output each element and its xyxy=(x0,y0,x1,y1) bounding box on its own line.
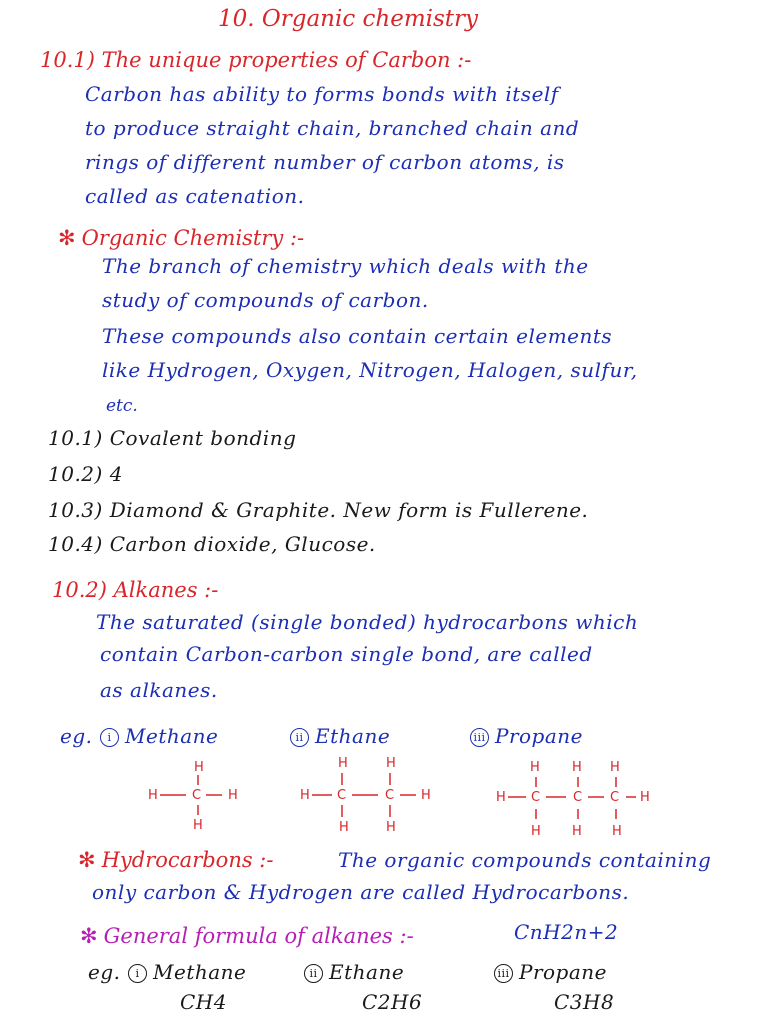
atom-c: C xyxy=(573,790,583,805)
atom-h: H xyxy=(194,760,204,775)
organic-chemistry-heading xyxy=(58,228,304,249)
example-propane-label: Propane xyxy=(495,724,584,748)
formula-propane xyxy=(494,962,607,983)
roman-numeral-badge: i xyxy=(128,964,147,983)
organic-line-1: The branch of chemistry which deals with the xyxy=(102,254,589,278)
structural-formulas xyxy=(0,755,768,855)
example-propane xyxy=(470,726,583,747)
atom-h: H xyxy=(530,760,540,775)
propane-structure xyxy=(496,760,650,839)
atom-h: H xyxy=(300,788,310,803)
alkanes-line-1: The saturated (single bonded) hydrocarbons which xyxy=(96,610,639,634)
alkanes-line-3: as alkanes. xyxy=(100,678,218,702)
methane-structure xyxy=(148,760,238,833)
answer-10-2: 10.2) 4 xyxy=(48,462,123,486)
catenation-line-2: to produce straight chain, branched chain and xyxy=(85,116,580,140)
atom-h: H xyxy=(339,820,349,835)
formula-ch4: CH4 xyxy=(180,990,227,1014)
roman-numeral-badge: i xyxy=(100,728,119,747)
alkanes-line-2: contain Carbon-carbon single bond, are called xyxy=(100,642,593,666)
roman-numeral-badge: ii xyxy=(304,964,323,983)
hydrocarbons-line-2: only carbon & Hydrogen are called Hydrocarbons. xyxy=(92,880,630,904)
atom-h: H xyxy=(386,756,396,771)
atom-h: H xyxy=(338,756,348,771)
formula-methane-label: Methane xyxy=(153,960,247,984)
formula-ethane xyxy=(304,962,404,983)
formula-methane xyxy=(128,962,246,983)
example-methane xyxy=(100,726,218,747)
organic-line-2: study of compounds of carbon. xyxy=(102,288,429,312)
roman-numeral-badge: iii xyxy=(494,964,513,983)
answer-10-1: 10.1) Covalent bonding xyxy=(48,426,297,450)
star-icon: ✻ xyxy=(58,226,76,250)
atom-h: H xyxy=(640,790,650,805)
formulas-eg-label: eg. xyxy=(88,960,121,984)
atom-h: H xyxy=(228,788,238,803)
atom-h: H xyxy=(193,818,203,833)
example-ethane-label: Ethane xyxy=(315,724,391,748)
atom-c: C xyxy=(385,788,395,803)
roman-numeral-badge: iii xyxy=(470,728,489,747)
example-ethane xyxy=(290,726,390,747)
formula-propane-label: Propane xyxy=(519,960,608,984)
answer-10-4: 10.4) Carbon dioxide, Glucose. xyxy=(48,532,376,556)
example-methane-label: Methane xyxy=(125,724,219,748)
atom-h: H xyxy=(148,788,158,803)
atom-h: H xyxy=(572,760,582,775)
general-formula-heading-text: General formula of alkanes :- xyxy=(103,924,414,948)
section-heading-alkanes: 10.2) Alkanes :- xyxy=(52,578,219,602)
hydrocarbons-heading-text: Hydrocarbons :- xyxy=(101,848,274,872)
atom-h: H xyxy=(386,820,396,835)
atom-h: H xyxy=(496,790,506,805)
page-title: 10. Organic chemistry xyxy=(218,6,479,32)
organic-chemistry-heading-text: Organic Chemistry :- xyxy=(81,226,305,250)
catenation-line-3: rings of different number of carbon atoms, is xyxy=(85,150,565,174)
catenation-line-1: Carbon has ability to forms bonds with itself xyxy=(85,82,559,106)
atom-h: H xyxy=(531,824,541,839)
atom-h: H xyxy=(612,824,622,839)
atom-c: C xyxy=(337,788,347,803)
formula-ethane-label: Ethane xyxy=(329,960,405,984)
ethane-structure xyxy=(300,756,431,835)
answer-10-3: 10.3) Diamond & Graphite. New form is Fullerene. xyxy=(48,498,589,522)
general-formula-heading xyxy=(80,926,414,947)
organic-line-4: like Hydrogen, Oxygen, Nitrogen, Halogen, sulfur, xyxy=(102,358,638,382)
roman-numeral-badge: ii xyxy=(290,728,309,747)
star-icon: ✻ xyxy=(80,924,98,948)
atom-h: H xyxy=(610,760,620,775)
atom-c: C xyxy=(192,788,202,803)
organic-line-3: These compounds also contain certain elements xyxy=(102,324,613,348)
formula-c2h6: C2H6 xyxy=(362,990,423,1014)
organic-line-5: etc. xyxy=(106,396,138,416)
hydrocarbons-heading xyxy=(78,850,273,871)
atom-c: C xyxy=(610,790,620,805)
general-formula-value: CnH2n+2 xyxy=(514,920,619,944)
star-icon: ✻ xyxy=(78,848,96,872)
hydrocarbons-line-1: The organic compounds containing xyxy=(338,848,712,872)
atom-c: C xyxy=(531,790,541,805)
formula-c3h8: C3H8 xyxy=(554,990,615,1014)
atom-h: H xyxy=(421,788,431,803)
examples-eg-label: eg. xyxy=(60,724,93,748)
section-heading-unique-properties: 10.1) The unique properties of Carbon :- xyxy=(40,48,472,72)
atom-h: H xyxy=(572,824,582,839)
catenation-line-4: called as catenation. xyxy=(85,184,305,208)
